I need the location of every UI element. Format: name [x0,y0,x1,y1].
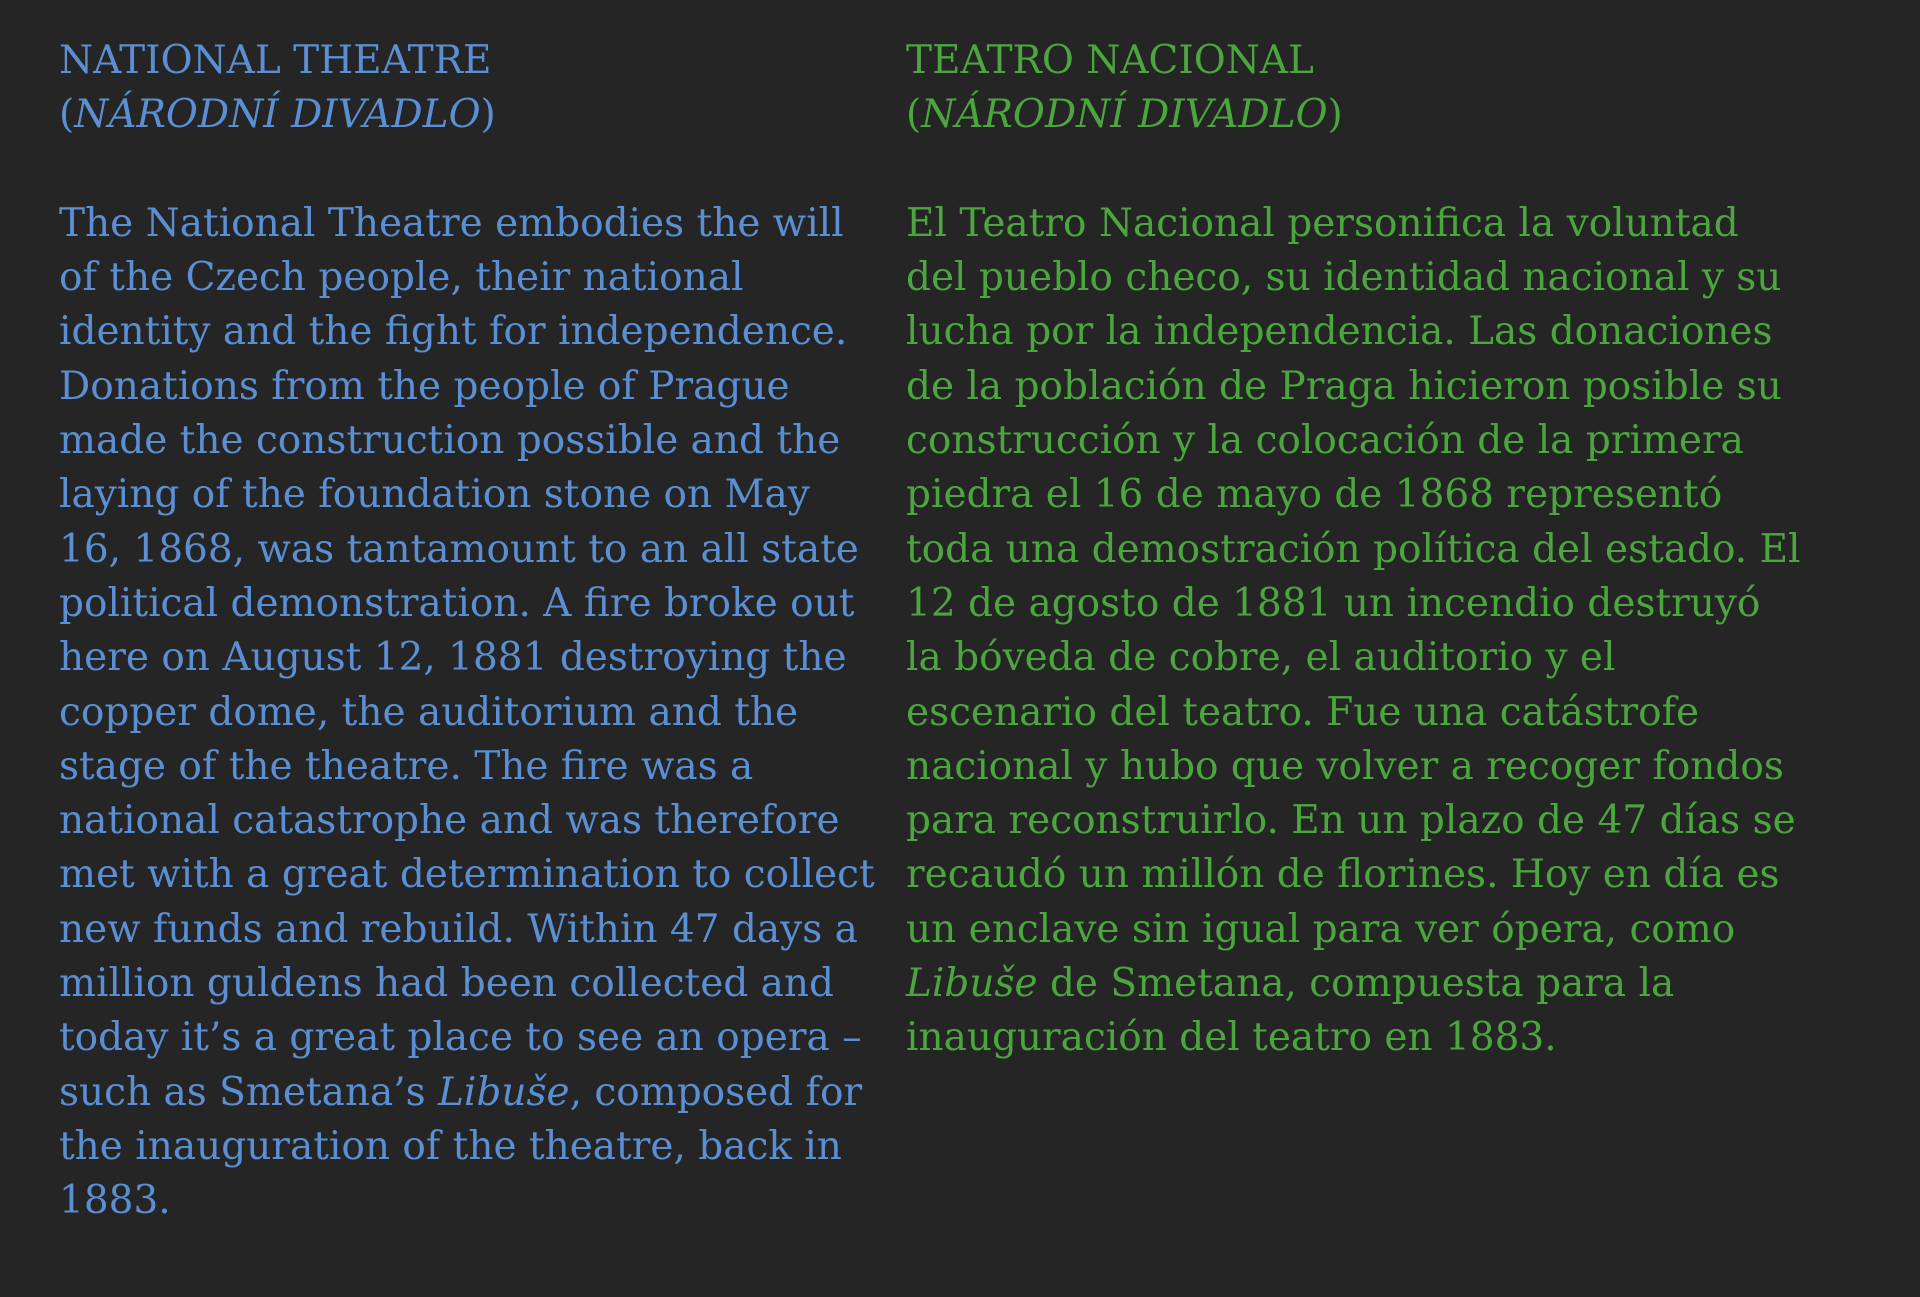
spanish-line: escenario del teatro. Fue una catástrofe [906,689,1700,735]
spanish-line: recaudó un millón de florines. Hoy en día es [906,852,1780,898]
english-line: met with a great determination to collect [59,852,875,898]
spanish-line: toda una demostración política del estado. El [906,526,1801,572]
spanish-line: construcción y la colocación de la primera [906,418,1744,464]
spanish-line-libuse [906,957,1906,1011]
english-line: stage of the theatre. The fire was a [59,743,754,789]
english-line-libuse [59,1066,889,1120]
english-spacer [59,143,889,197]
spanish-line-libuse-post: de Smetana, compuesta para la [1037,961,1675,1007]
spanish-line: piedra el 16 de mayo de 1868 representó [906,472,1723,518]
spanish-subtitle [906,88,1906,142]
spanish-line: la bóveda de cobre, el auditorio y el [906,635,1616,681]
english-line: made the construction possible and the [59,418,841,464]
english-line: identity and the fight for independence. [59,309,848,355]
spanish-line: nacional y hubo que volver a recoger fondos [906,743,1784,789]
english-line-libuse-post: , composed for [569,1069,863,1115]
spanish-spacer [906,143,1906,197]
spanish-line: inauguración del teatro en 1883. [906,1015,1557,1061]
english-subtitle-open: ( [59,92,75,138]
english-line: million guldens had been collected and [59,961,835,1007]
spanish-line: El Teatro Nacional personifica la voluntad [906,200,1739,246]
spanish-line: para reconstruirlo. En un plazo de 47 días se [906,798,1796,844]
english-opera-title: Libuše [438,1069,570,1115]
english-subtitle-name: NÁRODNÍ DIVADLO [74,92,481,138]
spanish-line: un enclave sin igual para ver ópera, como [906,906,1736,952]
english-line: copper dome, the auditorium and the [59,689,799,735]
spanish-subtitle-open: ( [906,92,922,138]
english-line: national catastrophe and was therefore [59,798,840,844]
english-line: new funds and rebuild. Within 47 days a [59,906,858,952]
spanish-subtitle-close: ) [1327,92,1343,138]
english-line: today it’s a great place to see an opera – [59,1015,862,1061]
spanish-line: de la población de Praga hicieron posible su [906,363,1782,409]
english-line: 16, 1868, was tantamount to an all state [59,526,859,572]
spanish-line: del pueblo checo, su identidad nacional y su [906,255,1782,301]
english-line: the inauguration of the theatre, back in [59,1123,842,1169]
spanish-line: 12 de agosto de 1881 un incendio destruyó [906,580,1761,626]
english-line: of the Czech people, their national [59,255,744,301]
english-line: here on August 12, 1881 destroying the [59,635,847,681]
english-line: Donations from the people of Prague [59,363,790,409]
spanish-opera-title: Libuše [906,961,1038,1007]
english-line-libuse-pre: such as Smetana’s [59,1069,439,1115]
spanish-title: TEATRO NACIONAL [906,38,1314,83]
english-title: NATIONAL THEATRE [59,38,492,83]
english-line: The National Theatre embodies the will [59,200,844,246]
spanish-subtitle-name: NÁRODNÍ DIVADLO [921,92,1328,138]
english-line: laying of the foundation stone on May [59,472,810,518]
english-line: 1883. [59,1178,171,1224]
spanish-column [906,34,1906,1066]
english-subtitle-close: ) [480,92,496,138]
spanish-line: lucha por la independencia. Las donaciones [906,309,1773,355]
english-column [59,34,889,1229]
english-subtitle [59,88,889,142]
english-line: political demonstration. A fire broke out [59,580,855,626]
